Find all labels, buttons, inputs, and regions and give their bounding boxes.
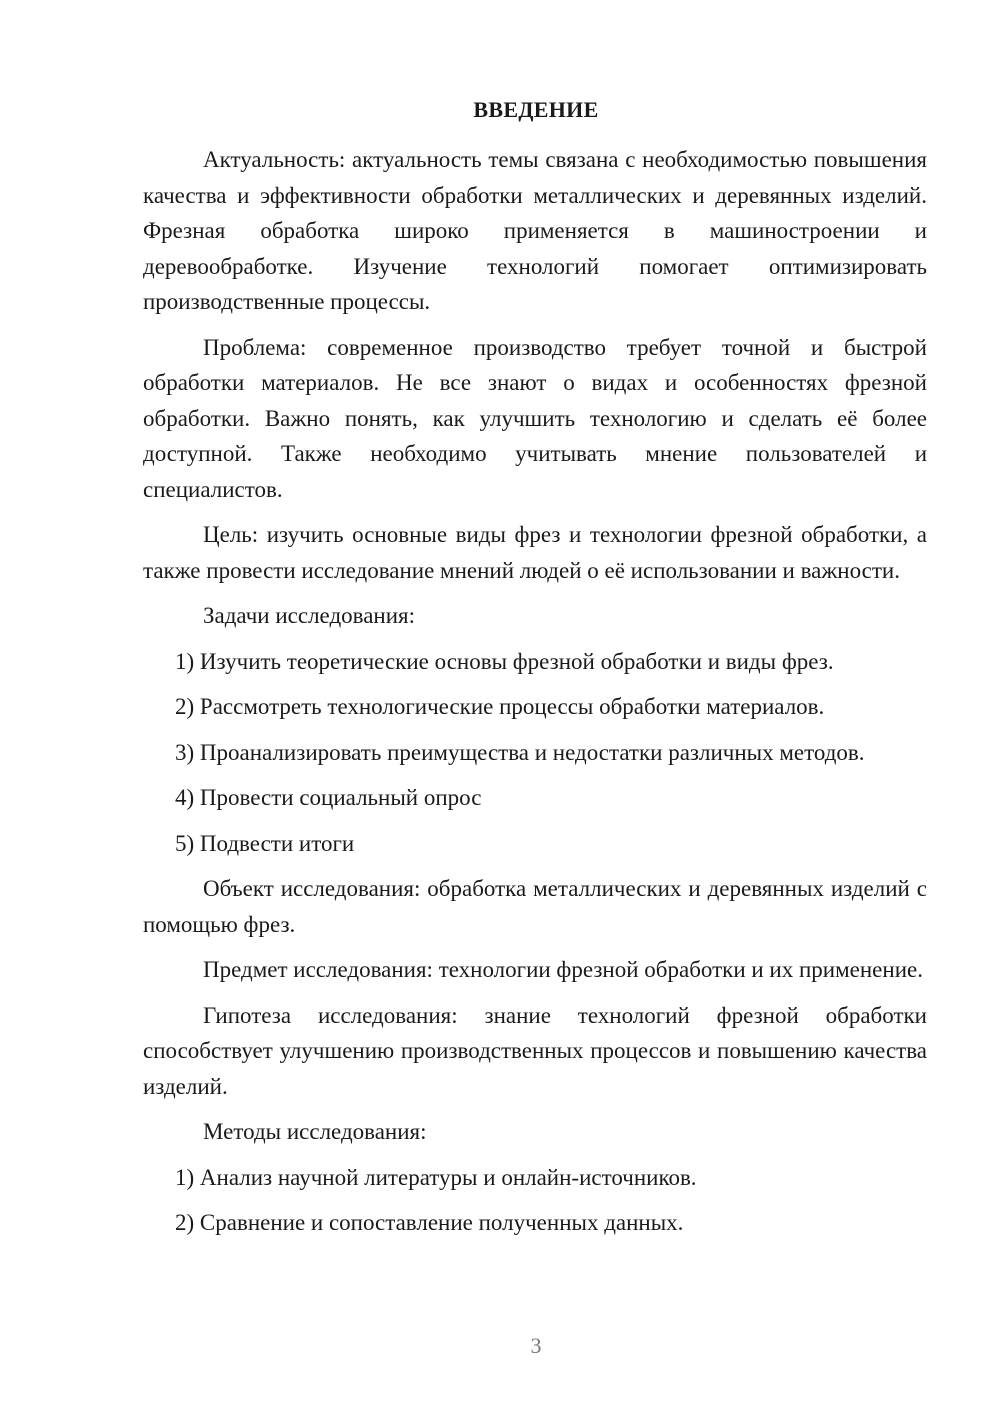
goal-paragraph: Цель: изучить основные виды фрез и технологии фрезной обработки, а также провести исследование мнений людей о её использовании и важности. — [143, 522, 927, 583]
hypothesis-paragraph: Гипотеза исследования: знание технологий фрезной обработки способствует улучшению производственных процессов и повышению качества изделий. — [143, 1002, 927, 1099]
page-number: 3 — [530, 1333, 542, 1358]
document-body — [143, 142, 927, 1251]
task-item: 4) Провести социальный опрос — [175, 785, 482, 810]
tasks-heading: Задачи исследования: — [203, 603, 416, 628]
method-item: 2) Сравнение и сопоставление полученных данных. — [175, 1210, 684, 1235]
relevance-paragraph: Актуальность: актуальность темы связана с необходимостью повышения качества и эффективности обработки металлических и деревянных изделий. Фрезная обработка широко применяется в машиностроении и деревообработке. Изучение технологий помогает оптимизировать производственные процессы. — [143, 147, 927, 314]
task-item: 5) Подвести итоги — [175, 830, 355, 856]
task-item: 3) Проанализировать преимущества и недостатки различных методов. — [175, 739, 865, 765]
subject-paragraph: Предмет исследования: технологии фрезной обработки и их применение. — [203, 957, 923, 982]
task-item: 2) Рассмотреть технологические процессы обработки материалов. — [175, 694, 825, 719]
problem-paragraph: Проблема: современное производство требует точной и быстрой обработки материалов. Не все знают о видах и особенностях фрезной обработки. Важно понять, как улучшить технологию и сделать её более доступной. Также необходимо учитывать мнение пользователей и специалистов. — [143, 334, 927, 502]
method-item: 1) Анализ научной литературы и онлайн-источников. — [175, 1164, 697, 1190]
object-paragraph: Объект исследования: обработка металлических и деревянных изделий с помощью фрез. — [143, 876, 927, 937]
page-title: ВВЕДЕНИЕ — [473, 97, 599, 122]
task-item: 1) Изучить теоретические основы фрезной обработки и виды фрез. — [175, 648, 834, 674]
methods-heading: Методы исследования: — [203, 1119, 427, 1144]
